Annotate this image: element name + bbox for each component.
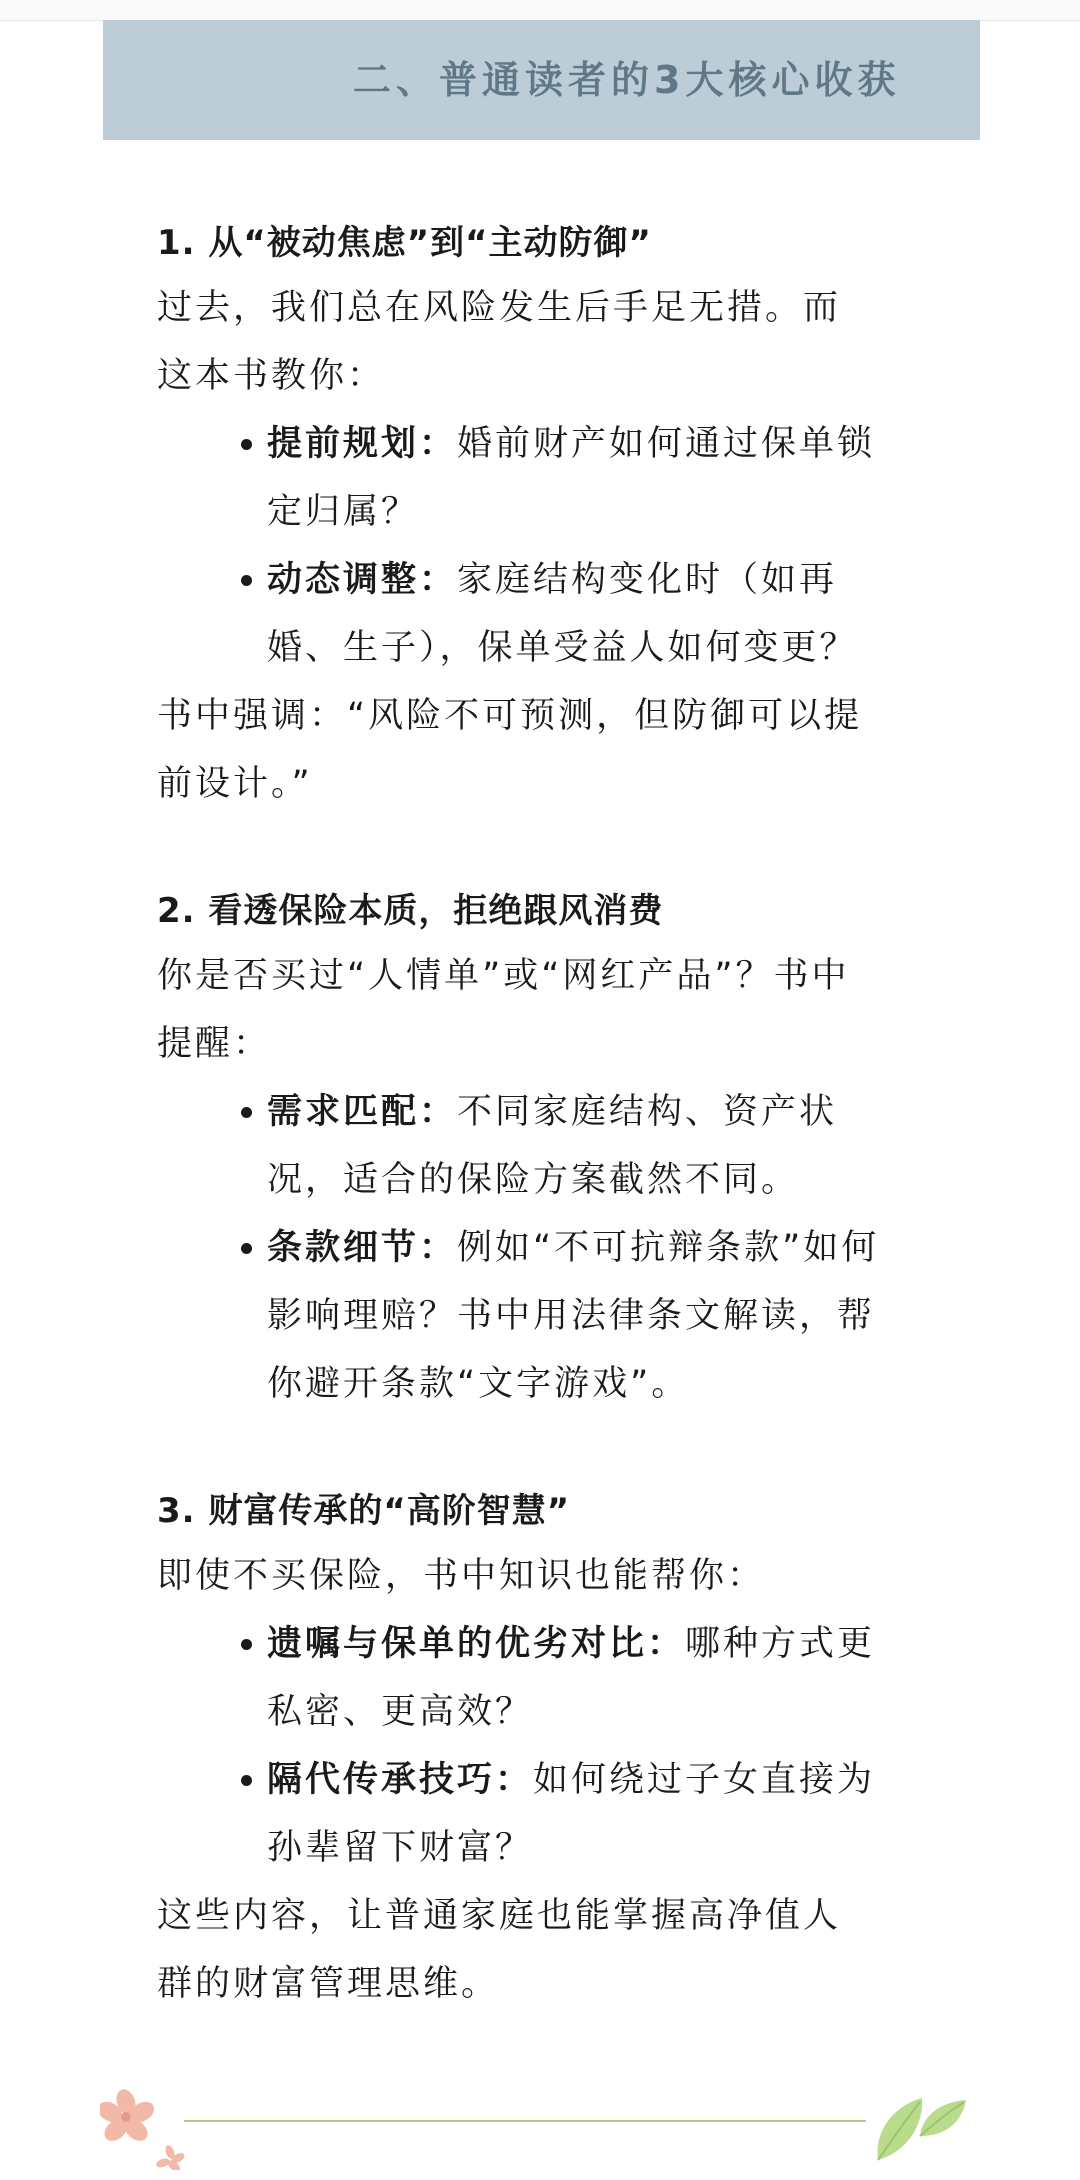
section-2-bullet-list xyxy=(157,1078,927,1418)
section-heading-3: 3. 财富传承的“高阶智慧” xyxy=(157,1491,571,1531)
section-3-outro: 这些内容，让普通家庭也能掌握高净值人 群的财富管理思维。 xyxy=(157,1896,842,2004)
bullet-dot-icon xyxy=(241,1775,252,1786)
leaf-icon xyxy=(870,2080,980,2170)
section-spacer xyxy=(157,1418,927,1480)
article-body xyxy=(157,212,927,2018)
bullet-dot-icon xyxy=(241,575,252,586)
list-item: 需求匹配：不同家庭结构、资产状 况，适合的保险方案截然不同。 xyxy=(267,1078,927,1214)
top-divider xyxy=(0,0,1080,21)
section-1-intro: 过去，我们总在风险发生后手足无措。而 这本书教你： xyxy=(157,288,842,396)
section-1-bullet-list xyxy=(157,410,927,682)
flower-icon xyxy=(100,2080,190,2170)
list-item: 遗嘱与保单的优劣对比：哪种方式更 私密、更高效？ xyxy=(267,1610,927,1746)
bullet-dot-icon xyxy=(241,439,252,450)
bullet-term: 隔代传承技巧： xyxy=(267,1760,534,1800)
bullet-term: 条款细节： xyxy=(267,1228,458,1268)
bullet-dot-icon xyxy=(241,1639,252,1650)
bullet-term: 提前规划： xyxy=(267,424,458,464)
bullet-dot-icon xyxy=(241,1243,252,1254)
bullet-dot-icon xyxy=(241,1107,252,1118)
footer-divider-line xyxy=(184,2120,866,2122)
list-item: 提前规划：婚前财产如何通过保单锁 定归属？ xyxy=(267,410,927,546)
section-spacer xyxy=(157,818,927,880)
bullet-term: 遗嘱与保单的优劣对比： xyxy=(267,1624,686,1664)
section-heading-1: 1. 从“被动焦虑”到“主动防御” xyxy=(157,223,652,263)
bullet-term: 需求匹配： xyxy=(267,1092,458,1132)
list-item: 条款细节：例如“不可抗辩条款”如何 影响理赔？书中用法律条文解读，帮 你避开条款“文字游戏”。 xyxy=(267,1214,927,1418)
section-2-intro: 你是否买过“人情单”或“网红产品”？书中 提醒： xyxy=(157,956,850,1064)
bullet-term: 动态调整： xyxy=(267,560,458,600)
section-header-title: 二、普通读者的3大核心收获 xyxy=(353,58,901,102)
list-item: 动态调整：家庭结构变化时（如再 婚、生子），保单受益人如何变更？ xyxy=(267,546,927,682)
section-3-bullet-list xyxy=(157,1610,927,1882)
section-header-banner xyxy=(103,20,980,140)
footer-decoration xyxy=(100,2080,980,2170)
list-item: 隔代传承技巧：如何绕过子女直接为 孙辈留下财富？ xyxy=(267,1746,927,1882)
section-3-intro: 即使不买保险，书中知识也能帮你： xyxy=(157,1556,766,1596)
section-1-outro: 书中强调：“风险不可预测，但防御可以提 前设计。” xyxy=(157,696,863,804)
section-heading-2: 2. 看透保险本质，拒绝跟风消费 xyxy=(157,891,664,931)
